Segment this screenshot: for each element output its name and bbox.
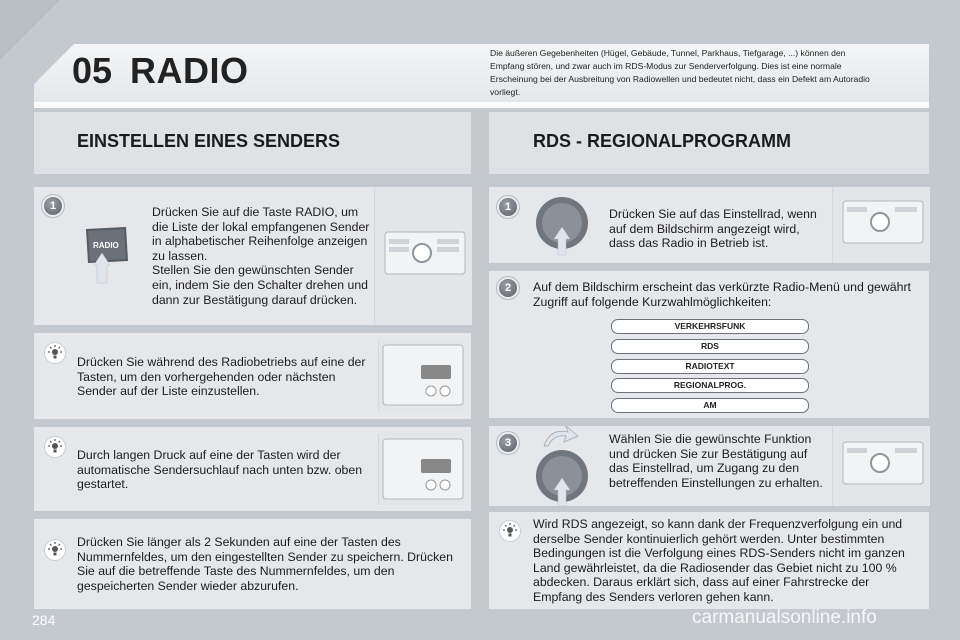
left-section-title: EINSTELLEN EINES SENDERS [77,131,341,151]
dial-icon[interactable] [530,444,594,508]
radio-unit-thumbnail [374,187,472,325]
radio-unit-thumbnail [378,433,467,505]
step-badge: 1 [499,198,517,216]
dial-icon[interactable] [530,193,594,257]
right-section-title: RDS - REGIONALPROGRAMM [533,131,791,151]
menu-item-regionalprog[interactable]: REGIONALPROG. [611,378,809,393]
step-badge: 2 [499,279,517,297]
tip-icon [45,540,65,560]
watermark: carmanualsonline.info [692,607,877,628]
tip-icon [45,437,65,457]
header-note: Die äußeren Gegebenheiten (Hügel, Gebäude, Tunnel, Parkhaus, Tiefgarage, ...) können den Empfang stören, und zwar auch im RDS-Modus zur Senderverfolgung. Dies ist eine normale Erscheinung bei der Ausbreitung von Radiowellen und bedeutet nicht, dass ein Defekt am Autoradio vorliegt. [490,48,870,97]
left-step1-text: Drücken Sie auf die Taste RADIO, um die Liste der lokal empfangenen Sender in alphabetischer Reihenfolge anzeigen zu lassen. Stellen Sie den gewünschten Sender ein, indem Sie den Schalter drehen und dann zur Bestätigung darauf drücken. [152,205,370,307]
chapter-title: RADIO [130,50,249,91]
menu-item-radiotext[interactable]: RADIOTEXT [611,359,809,374]
step-badge: 1 [44,197,62,215]
menu-item-verkehrsfunk[interactable]: VERKEHRSFUNK [611,319,809,334]
header-corner [34,44,74,102]
right-tip-text: Wird RDS angezeigt, so kann dank der Frequenzverfolgung ein und derselbe Sender kontinuierlich gehört werden. Unter bestimmten Bedingungen ist die Verfolgung eines RDS-Senders nicht im ganzen Land gewährleistet, da die Radiosender das Gebiet nicht zu 100 % abdecken. Daraus erklärt sich, dass auf einer Fahrstrecke der Empfang des Senders verloren gehen kann. [533,517,905,604]
right-step1-text: Drücken Sie auf das Einstellrad, wenn auf dem Bildschirm angezeigt wird, dass das Radio in Betrieb ist. [609,207,817,251]
chapter-number: 05 [72,50,113,91]
menu-item-rds[interactable]: RDS [611,339,809,354]
left-tip2-text: Durch langen Druck auf eine der Tasten wird der automatische Sendersuchlauf nach unten bzw. oben gestartet. [77,448,363,492]
step-badge: 3 [499,434,517,452]
tip-icon [500,521,520,541]
right-step3-text: Wählen Sie die gewünschte Funktion und drücken Sie zur Bestätigung auf das Einstellrad, um Zugang zu den betreffenden Einstellungen zu erhalten. [609,432,823,490]
radio-unit-thumbnail [832,426,930,506]
right-step2-text: Auf dem Bildschirm erscheint das verkürzte Radio-Menü und gewährt Zugriff auf folgende Kurzwahlmöglichkeiten: [533,280,911,309]
radio-unit-thumbnail [832,187,930,263]
radio-unit-thumbnail [378,339,467,411]
left-tip1-text: Drücken Sie während des Radiobetriebs auf eine der Tasten, um den vorhergehenden oder nächsten Sender auf der Liste einzustellen. [77,355,366,399]
tip-icon [45,343,65,363]
left-tip3-text: Drücken Sie länger als 2 Sekunden auf eine der Tasten des Nummernfeldes, um den eingestellten Sender zu speichern. Drücken Sie auf die betreffende Taste des Nummernfeldes, um den gespeicherten Sender wieder abzurufen. [77,535,453,593]
header-divider [34,102,929,108]
menu-item-am[interactable]: AM [611,398,809,413]
radio-button-label: RADIO [93,241,119,250]
page-number: 284 [32,612,56,628]
